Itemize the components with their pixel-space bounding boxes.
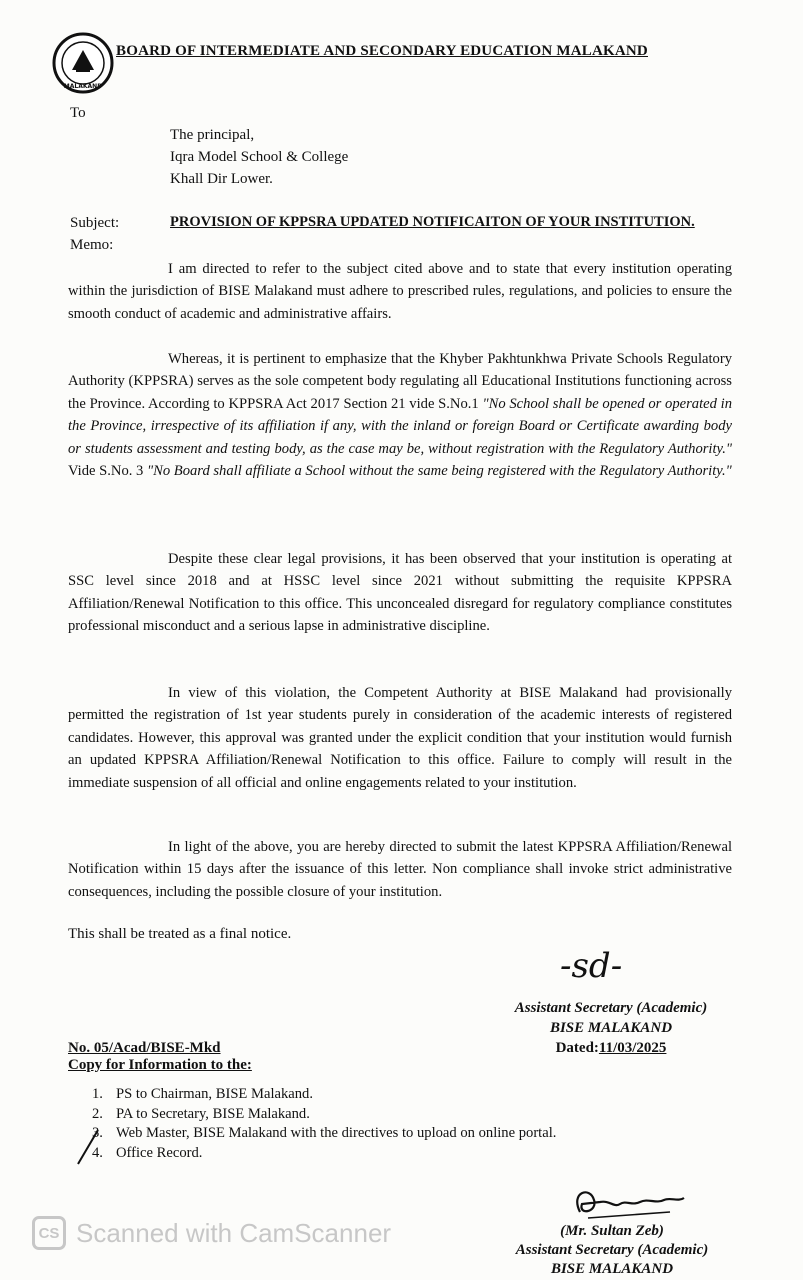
camscanner-watermark [32, 1216, 391, 1250]
paragraph-2-quote-1: "No School shall be opened or operated in the Province, irrespective of its affiliation if any, with the inland or foreign Board or Certificate awarding body or students assessment and testing body, as the case may be, without registration with the Regulatory Authority." [68, 395, 732, 457]
recipient-line: The principal, [170, 127, 255, 143]
sd-mark: -sd- [560, 946, 623, 986]
list-item: 1. PS to Chairman, BISE Malakand. [92, 1086, 314, 1102]
dated-line [496, 1038, 726, 1058]
subject-label: Subject: [70, 215, 120, 231]
paragraph-3: Despite these clear legal provisions, it has been observed that your institution is operating at SSC level since 2018 and at HSSC level since 2021 without submitting the requisite KPPSRA Affiliation/Renewal Notification to this office. This unconcealed disregard for regulatory compliance constitutes professional misconduct and a serious lapse in administrative discipline. [68, 551, 732, 635]
paragraph-1: I am directed to refer to the subject cited above and to state that every institution operating within the jurisdiction of BISE Malakand must adhere to prescribed rules, regulations, and policies to ensure the smooth conduct of academic and administrative affairs. [68, 261, 732, 322]
distribution-list [92, 1085, 556, 1163]
signature-block-2 [494, 1222, 730, 1279]
paragraph-2-text-a: Whereas, it is pertinent to emphasize that the Khyber Pakhtunkhwa Private Schools Regulatory Authority (KPPSRA) serves as the sole competent body regulating all Educational Institutions functioning across the Province. According to KPPSRA Act 2017 Section 21 vide S.No.1 [68, 351, 732, 412]
signatory-title: Assistant Secretary (Academic) [515, 1242, 709, 1258]
watermark-text: Scanned with CamScanner [76, 1217, 392, 1248]
board-logo [52, 32, 114, 94]
recipient-line: Khall Dir Lower. [170, 171, 273, 187]
signatory-title: Assistant Secretary (Academic) [514, 1000, 708, 1016]
to-label: To [70, 105, 86, 121]
signature-block-1 [496, 998, 726, 1058]
camscanner-logo-icon: CS [32, 1216, 66, 1250]
paragraph-2-text-b: Vide S.No. 3 [68, 463, 147, 480]
subject-text: PROVISION OF KPPSRA UPDATED NOTIFICAITON OF YOUR INSTITUTION. [170, 214, 695, 230]
list-item: 4. Office Record. [92, 1144, 203, 1161]
board-title: BOARD OF INTERMEDIATE AND SECONDARY EDUCATION MALAKAND [116, 43, 648, 59]
paragraph-2-quote-2: "No Board shall affiliate a School without the same being registered with the Regulatory Authority." [146, 463, 732, 480]
dated-label: Dated: [555, 1040, 599, 1056]
copy-info-label: Copy for Information to the: [68, 1057, 252, 1073]
logo-text: MALAKAND [63, 83, 103, 90]
list-item: 3. Web Master, BISE Malakand with the directives to upload on online portal. [92, 1125, 557, 1141]
check-mark-icon [76, 1126, 106, 1166]
signatory-office: BISE MALAKAND [550, 1261, 674, 1277]
date-value: 11/03/2025 [598, 1040, 667, 1056]
recipient-line: Iqra Model School & College [170, 149, 349, 165]
paragraph-4: In view of this violation, the Competent Authority at BISE Malakand had provisionally permitted the registration of 1st year students purely in consideration of the academic interests of registered candidates. However, this approval was granted under the explicit condition that your institution would furnish an updated KPPSRA Affiliation/Renewal Notification to this office. Failure to comply will result in the immediate suspension of all official and online engagements related to your institution. [68, 685, 732, 791]
handwritten-signature [560, 1182, 690, 1222]
signatory-office: BISE MALAKAND [549, 1020, 673, 1036]
paragraph-2 [68, 348, 732, 482]
memo-label: Memo: [70, 237, 114, 253]
paragraph-5: In light of the above, you are hereby directed to submit the latest KPPSRA Affiliation/Renewal Notification within 15 days after the issuance of this letter. Non compliance shall invoke strict administrative consequences, including the possible closure of your institution. [68, 839, 732, 900]
final-notice: This shall be treated as a final notice. [68, 926, 292, 942]
list-item: 2. PA to Secretary, BISE Malakand. [92, 1105, 310, 1122]
reference-number: No. 05/Acad/BISE-Mkd [68, 1040, 221, 1056]
signatory-name: (Mr. Sultan Zeb) [560, 1223, 664, 1239]
